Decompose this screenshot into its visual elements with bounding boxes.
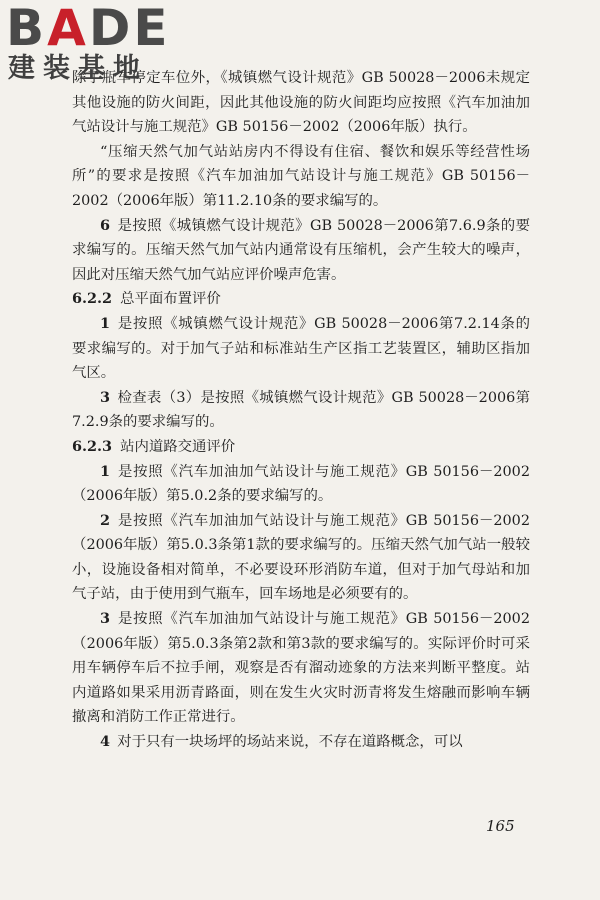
- item-text: 对于只有一块场坪的场站来说，不存在道路概念，可以: [117, 734, 463, 751]
- numbered-paragraph: [72, 386, 530, 435]
- item-number: 6: [100, 216, 111, 234]
- item-number: 1: [100, 462, 111, 480]
- numbered-paragraph: [72, 730, 530, 755]
- page-body: [72, 66, 530, 755]
- item-number: 2: [100, 511, 111, 529]
- body-paragraph: 除了瓶车停定车位外，《城镇燃气设计规范》GB 50028－2006未规定其他设施的防火间距，因此其他设施的防火间距均应按照《汽车加油加气站设计与施工规范》GB 50156－2002（2006年版）执行。: [72, 70, 530, 136]
- watermark-cjk: 建装基地: [8, 53, 148, 84]
- item-text: 是按照《汽车加油加气站设计与施工规范》GB 50156－2002（2006年版）第5.0.3条第1款的要求编写的。压缩天然气加气站一般较小，设施设备相对简单，不必要设环形消防车道，但对于加气母站和加气子站，由于使用到气瓶车，回车场地是必须要有的。: [72, 512, 530, 603]
- section-number: 6.2.2: [72, 290, 113, 308]
- watermark-letters-de: DE: [88, 0, 171, 57]
- item-text: 是按照《汽车加油加气站设计与施工规范》GB 50156－2002（2006年版）第5.0.3条第2款和第3款的要求编写的。实际评价时可采用车辆停车后不拉手闸，观察是否有溜动迹象的方法来判断平整度。站内道路如果采用沥青路面，则在发生火灾时沥青将发生熔融而影响车辆撤离和消防工作正常进行。: [72, 611, 530, 726]
- numbered-paragraph: [72, 607, 530, 730]
- item-number: 3: [100, 610, 111, 628]
- numbered-paragraph: [72, 509, 530, 607]
- section-number: 6.2.3: [72, 437, 113, 455]
- body-paragraph: “压缩天然气加气站站房内不得设有住宿、餐饮和娱乐等经营性场所”的要求是按照《汽车加油加气站设计与施工规范》GB 50156－2002（2006年版）第11.2.10条的要求编写的。: [72, 143, 530, 209]
- item-text: 是按照《城镇燃气设计规范》GB 50028－2006第7.6.9条的要求编写的。压缩天然气加气站内通常设有压缩机，会产生较大的噪声，因此对压缩天然气加气站应评价噪声危害。: [72, 217, 530, 283]
- section-title: 总平面布置评价: [120, 291, 221, 308]
- numbered-paragraph: [72, 312, 530, 386]
- numbered-paragraph: [72, 214, 530, 288]
- watermark-letter-b: B: [6, 0, 48, 57]
- item-text: 是按照《城镇燃气设计规范》GB 50028－2006第7.2.14条的要求编写的。对于加气子站和标准站生产区指工艺装置区，辅助区指加气区。: [72, 315, 530, 382]
- watermark-latin: [6, 0, 171, 57]
- watermark-letter-a: A: [47, 0, 89, 57]
- item-number: 4: [100, 733, 111, 751]
- section-heading: [72, 435, 530, 460]
- page-number: 165: [486, 817, 515, 835]
- item-number: 3: [100, 388, 111, 406]
- numbered-paragraph: [72, 460, 530, 509]
- section-heading: [72, 287, 530, 312]
- section-title: 站内道路交通评价: [120, 438, 236, 455]
- item-text: 是按照《汽车加油加气站设计与施工规范》GB 50156－2002（2006年版）第5.0.2条的要求编写的。: [72, 463, 530, 505]
- item-number: 1: [100, 314, 111, 332]
- item-text: 检查表（3）是按照《城镇燃气设计规范》GB 50028－2006第7.2.9条的要求编写的。: [72, 389, 530, 431]
